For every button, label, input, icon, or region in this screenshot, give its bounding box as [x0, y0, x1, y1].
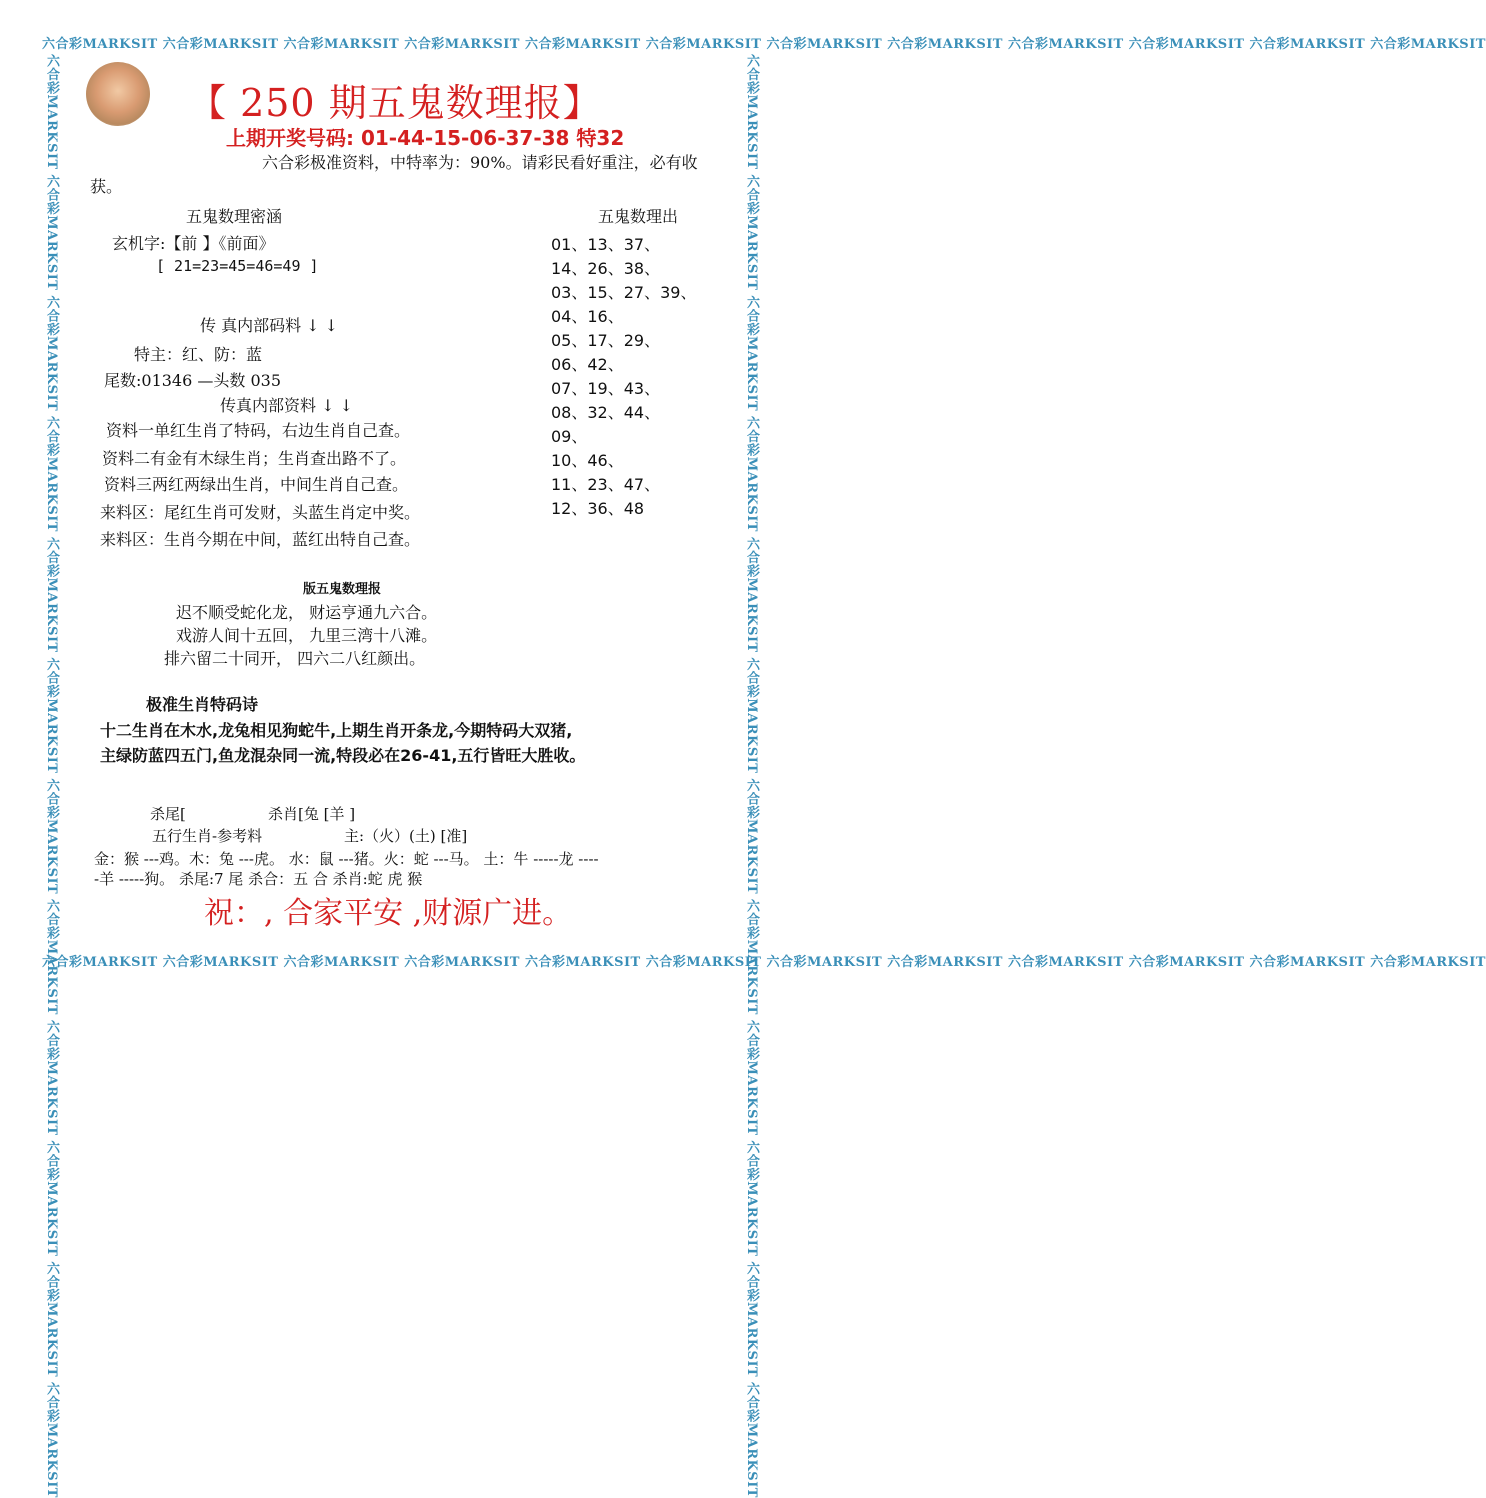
fax-code-title: 传 真内部码料 ↓ ↓	[200, 316, 339, 335]
section-title-mystery: 五鬼数理密涵	[186, 207, 283, 226]
mystery-word: 玄机字:【前 】《前面》	[112, 234, 275, 253]
data-line-3: 资料三两红两绿出生肖，中间生肖自己查。	[104, 475, 409, 494]
border-watermark-left: 六合彩MARKSIT 六合彩MARKSIT 六合彩MARKSIT 六合彩MARKSIT 六合彩MARKSIT 六合彩MARKSIT 六合彩MARKSIT 六合彩MARKSIT 六合彩MARKSIT 六合彩MARKSIT 六合彩MARKSIT 六合彩MARKSIT	[44, 54, 59, 1498]
zodiac-poem-line-1: 十二生肖在木水,龙兔相见狗蛇牛,上期生肖开条龙,今期特码大双猪,	[100, 721, 573, 740]
data-line-2: 资料二有金有木绿生肖；生肖查出路不了。	[102, 449, 407, 468]
kill-zodiac: 杀肖[兔 [羊 ]	[268, 805, 356, 823]
special-main: 特主：红、防：蓝	[134, 345, 263, 364]
poem-line-2: 戏游人间十五回， 九里三湾十八滩。	[176, 626, 438, 645]
number-row: 07、19、43、	[551, 379, 661, 398]
number-row: 04、16、	[551, 307, 624, 326]
poem-line-1: 迟不顺受蛇化龙， 财运亨通九六合。	[176, 603, 438, 622]
number-row: 14、26、38、	[551, 259, 661, 278]
section-title-numbers: 五鬼数理出	[598, 207, 679, 226]
intro-line-1: 六合彩极准资料，中特率为：90%。请彩民看好重注，必有收	[262, 153, 698, 172]
number-box: [ 21=23=45=46=49 ]	[156, 257, 319, 275]
tail-head-numbers: 尾数:01346 —头数 035	[104, 371, 282, 390]
number-row: 06、42、	[551, 355, 624, 374]
zodiac-poem-title: 极准生肖特码诗	[146, 695, 259, 714]
poem-line-3: 排六留二十同开， 四六二八红颜出。	[164, 649, 426, 668]
border-watermark-bottom: 六合彩MARKSIT 六合彩MARKSIT 六合彩MARKSIT 六合彩MARKSIT 六合彩MARKSIT 六合彩MARKSIT 六合彩MARKSIT 六合彩MARKSIT 六合彩MARKSIT 六合彩MARKSIT 六合彩MARKSIT 六合彩MARKSIT	[42, 955, 1486, 970]
number-row: 10、46、	[551, 451, 624, 470]
data-line-4: 来料区：尾红生肖可发财，头蓝生肖定中奖。	[100, 503, 421, 522]
data-line-1: 资料一单红生肖了特码，右边生肖自己查。	[106, 421, 411, 440]
number-row: 03、15、27、39、	[551, 283, 697, 302]
last-draw-numbers: 上期开奖号码: 01-44-15-06-37-38 特32	[226, 126, 625, 150]
zodiac-poem-line-2: 主绿防蓝四五门,鱼龙混杂同一流,特段必在26-41,五行皆旺大胜收。	[100, 746, 586, 765]
main-element: 主:（火）(土) [准]	[344, 827, 468, 845]
five-elements-ref: 五行生肖-参考料	[152, 827, 263, 845]
poem-heading: 版五鬼数理报	[303, 582, 382, 597]
border-watermark-top: 六合彩MARKSIT 六合彩MARKSIT 六合彩MARKSIT 六合彩MARKSIT 六合彩MARKSIT 六合彩MARKSIT 六合彩MARKSIT 六合彩MARKSIT 六合彩MARKSIT 六合彩MARKSIT 六合彩MARKSIT 六合彩MARKSIT	[42, 37, 1486, 52]
data-line-5: 来料区：生肖今期在中间，蓝红出特自己查。	[100, 530, 421, 549]
kill-tail: 杀尾[	[150, 805, 186, 823]
elements-line-1: 金：猴 ---鸡。木：兔 ---虎。 水：鼠 ---猪。火：蛇 ---马。 土：牛 -----龙 ----	[94, 850, 599, 868]
border-watermark-right: 六合彩MARKSIT 六合彩MARKSIT 六合彩MARKSIT 六合彩MARKSIT 六合彩MARKSIT 六合彩MARKSIT 六合彩MARKSIT 六合彩MARKSIT 六合彩MARKSIT 六合彩MARKSIT 六合彩MARKSIT 六合彩MARKSIT	[744, 54, 759, 1498]
portrait-avatar	[86, 62, 150, 126]
number-row: 12、36、48	[551, 499, 645, 518]
blessing: 祝：, 合家平安 ,财源广进。	[204, 896, 573, 931]
number-row: 11、23、47、	[551, 475, 661, 494]
elements-line-2: -羊 -----狗。 杀尾:7 尾 杀合：五 合 杀肖:蛇 虎 猴	[94, 870, 423, 888]
number-row: 05、17、29、	[551, 331, 661, 350]
number-row: 09、	[551, 427, 588, 446]
page-title: 【 250 期五鬼数理报】	[188, 81, 602, 125]
fax-data-title: 传真内部资料 ↓ ↓	[220, 396, 353, 415]
number-row: 08、32、44、	[551, 403, 661, 422]
number-row: 01、13、37、	[551, 235, 661, 254]
intro-line-2: 获。	[90, 177, 123, 196]
